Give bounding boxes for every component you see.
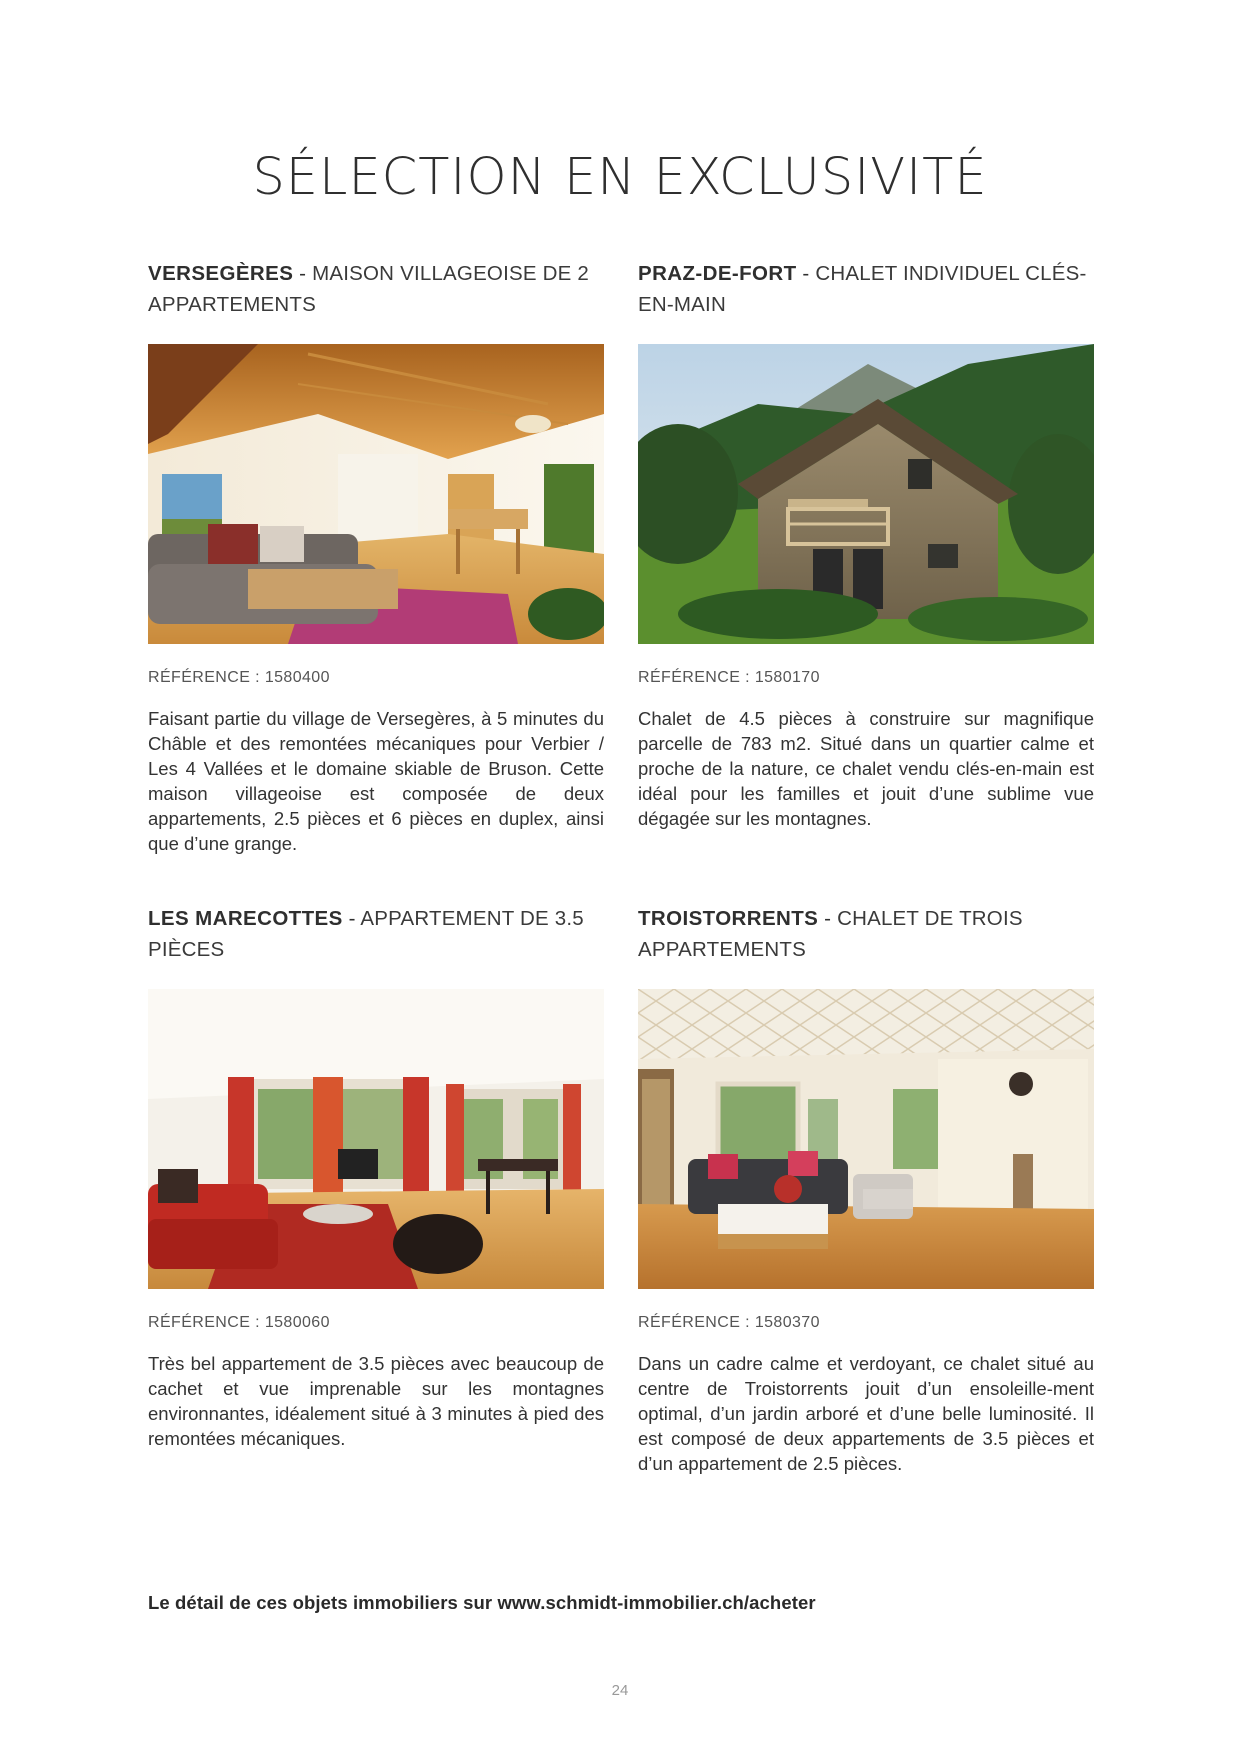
- listing-type: CHALET DE TROIS APPARTEMENTS: [638, 907, 1023, 961]
- listing-reference: RÉFÉRENCE : 1580060: [148, 1314, 330, 1331]
- listing-type: CHALET INDIVIDUEL CLÉS-EN-MAIN: [638, 262, 1087, 316]
- listing-description: Faisant partie du village de Versegères, à 5 minutes du Châble et des remontées mécaniques pour Verbier / Les 4 Vallées et le domaine skiable de Bruson. Cette maison villageoise est composée de deux appartements, 2.5 pièces et 6 pièces en duplex, ainsi que d’une grange.: [148, 708, 604, 854]
- listing-description: Très bel appartement de 3.5 pièces avec beaucoup de cachet et vue imprenable sur les montagnes environnantes, idéalement situé à 3 minutes à pied des remontées mécaniques.: [148, 1353, 604, 1449]
- listing-place: PRAZ-DE-FORT: [638, 262, 797, 285]
- listing-les-marecottes: [148, 903, 604, 1451]
- listing-separator: -: [342, 907, 361, 930]
- listing-heading: [638, 903, 1094, 967]
- listing-heading: [638, 258, 1094, 322]
- listing-place: TROISTORRENTS: [638, 907, 819, 930]
- listing-type: APPARTEMENT DE 3.5 PIÈCES: [148, 907, 584, 961]
- listing-photo-living-room: [638, 989, 1094, 1289]
- listing-photo-apartment: [148, 989, 604, 1289]
- listing-versegeres: [148, 258, 604, 856]
- listing-separator: -: [293, 262, 313, 285]
- listing-type: MAISON VILLAGEOISE DE 2 APPARTEMENTS: [148, 262, 589, 316]
- listing-photo-chalet: [638, 344, 1094, 644]
- listing-reference: RÉFÉRENCE : 1580170: [638, 669, 820, 686]
- page-number: 24: [611, 1682, 629, 1699]
- listing-heading: [148, 903, 604, 967]
- listing-troistorrents: [638, 903, 1094, 1476]
- listing-praz-de-fort: [638, 258, 1094, 831]
- listing-reference: RÉFÉRENCE : 1580400: [148, 669, 330, 686]
- page-title: SÉLECTION EN EXCLUSIVITÉ: [252, 148, 988, 207]
- listing-separator: -: [796, 262, 816, 285]
- listing-photo-living-room: [148, 344, 604, 644]
- listing-separator: -: [818, 907, 838, 930]
- footer-details-link[interactable]: Le détail de ces objets immobiliers sur www.schmidt-immobilier.ch/acheter: [148, 1592, 816, 1613]
- listing-heading: [148, 258, 604, 322]
- listing-description: Dans un cadre calme et verdoyant, ce chalet situé au centre de Troistorrents jouit d’un ensoleille-ment optimal, d’un jardin arboré et d’une belle luminosité. Il est composé de deux appartements de 3.5 pièces et d’un appartement de 2.5 pièces.: [638, 1353, 1094, 1474]
- listing-place: LES MARECOTTES: [148, 907, 343, 930]
- listing-reference: RÉFÉRENCE : 1580370: [638, 1314, 820, 1331]
- listing-description: Chalet de 4.5 pièces à construire sur magnifique parcelle de 783 m2. Situé dans un quartier calme et proche de la nature, ce chalet vendu clés-en-main est idéal pour les familles et jouit d’une sublime vue dégagée sur les montagnes.: [638, 708, 1094, 829]
- listing-place: VERSEGÈRES: [148, 262, 294, 285]
